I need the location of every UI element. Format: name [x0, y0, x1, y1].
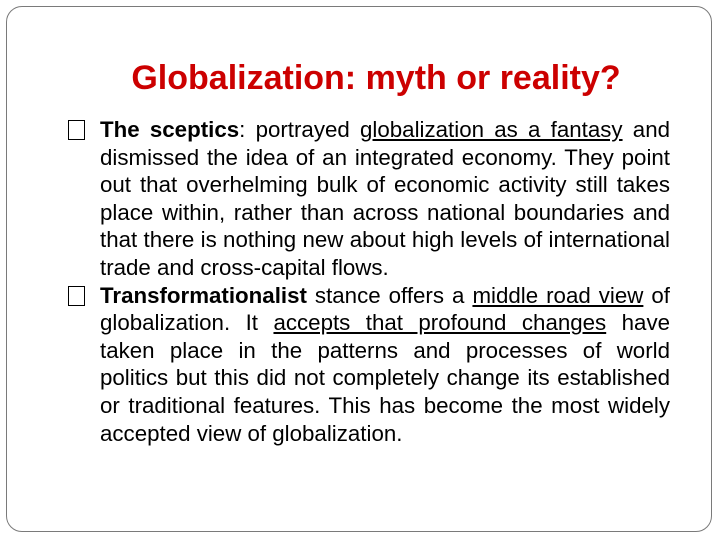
underlined-phrase: middle road view	[472, 282, 644, 308]
bullet-text: and dismissed the idea of an integrated economy. They point out that overhelming bulk of economic activity still takes place within, rather than across national boundaries and that there is nothing new about high levels of international trade and cross-capital flows.	[100, 117, 671, 280]
paragraph-sceptics	[100, 116, 670, 282]
underlined-phrase: accepts that profound changes	[273, 310, 607, 336]
bullet-lead: The sceptics	[100, 117, 240, 142]
square-bullet-icon	[66, 116, 88, 142]
underlined-phrase: globalization as a fantasy	[360, 117, 623, 142]
slide-title: Globalization: myth or reality?	[131, 59, 621, 97]
bullet-text: of globalization. It	[100, 282, 670, 336]
bullet-transformationalist	[100, 282, 670, 448]
bullet-text: : portrayed	[239, 117, 361, 142]
slide-body	[100, 116, 670, 447]
square-bullet-icon	[66, 282, 88, 308]
bullet-sceptics	[100, 116, 670, 282]
bullet-lead: Transformationalist	[100, 282, 307, 308]
paragraph-transformationalist	[100, 282, 670, 448]
bullet-text: stance offers a	[306, 282, 473, 308]
bullet-text: have taken place in the patterns and processes of world politics but this did not completely change its established or traditional features. This has become the most widely accepted view of globalization.	[100, 310, 671, 446]
